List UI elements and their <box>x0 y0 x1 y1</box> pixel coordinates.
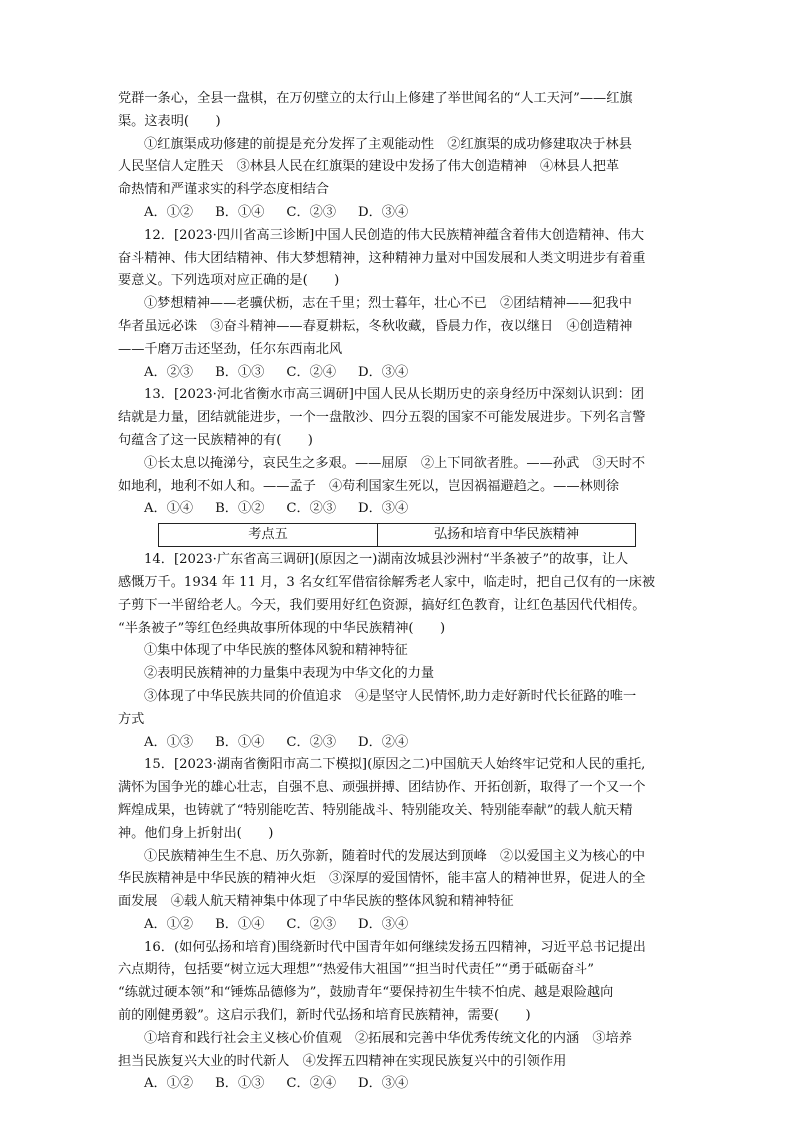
option-b: B．①④ <box>215 734 265 750</box>
option-d: D．③④ <box>358 916 409 932</box>
option-c: C．②④ <box>286 364 337 380</box>
question-13 <box>118 384 678 521</box>
question-stem-line: 神。他们身上折射出( ) <box>118 825 274 841</box>
statement-line: 如地利，地利不如人和。——孟子 ④苟利国家生死以，岂因祸福避趋之。——林则徐 <box>118 478 620 494</box>
statement-line: ①红旗渠成功修建的前提是充分发挥了主观能动性 ②红旗渠的成功修建取决于林县 <box>144 136 632 152</box>
question-14 <box>118 549 678 754</box>
statement-line: 命热情和严谨求实的科学态度相结合 <box>118 182 329 198</box>
option-c: C．②③ <box>286 204 337 220</box>
question-stem-line: 党群一条心，全县一盘棋，在万仞壁立的太行山上修建了举世闻名的“人工天河”——红旗 <box>118 91 633 106</box>
statement-line: 方式 <box>118 711 145 727</box>
answer-options <box>118 498 678 521</box>
question-stem-line: 满怀为国争光的雄心壮志，自强不息、顽强拼搏、团结协作、开拓创新，取得了一个又一个 <box>118 780 646 796</box>
option-d: D．③④ <box>358 364 409 380</box>
question-stem-line: 14．[2023·广东省高三调研](原因之一)湖南汝城县沙洲村“半条被子”的故事，让人 <box>144 552 629 568</box>
question-stem-line: 渠。这表明( ) <box>118 113 221 129</box>
question-12 <box>118 225 678 385</box>
statement-line: ①集中体现了中华民族的整体风貌和精神特征 <box>144 643 408 659</box>
statement-line: ①长太息以掩涕兮，哀民生之多艰。——屈原 ②上下同欲者胜。——孙武 ③天时不 <box>144 455 646 471</box>
question-15 <box>118 754 678 936</box>
option-c: C．②③ <box>286 734 337 750</box>
question-stem-line: 感慨万千。1934 年 11 月，3 名女红军借宿徐解秀老人家中，临走时，把自己仅有的一床被 <box>118 574 656 590</box>
answer-options <box>118 1073 678 1096</box>
question-11 <box>118 88 678 225</box>
option-d: D．③④ <box>358 1076 409 1092</box>
statement-line: 人民坚信人定胜天 ③林县人民在红旗渠的建设中发扬了伟大创造精神 ④林县人把革 <box>118 159 620 175</box>
option-b: B．①③ <box>215 364 265 380</box>
option-a: A．①② <box>144 916 194 932</box>
option-b: B．①③ <box>215 1076 265 1092</box>
answer-options <box>118 914 678 937</box>
option-a: A．①③ <box>144 734 194 750</box>
option-d: D．②④ <box>358 734 409 750</box>
question-stem-line: 13．[2023·河北省衡水市高三调研]中国人民从长期历史的亲身经历中深刻认识到：团 <box>144 387 645 403</box>
section-title: 弘扬和培育中华民族精神 <box>433 527 580 543</box>
option-c: C．②③ <box>286 501 337 517</box>
option-b: B．①④ <box>215 916 265 932</box>
question-stem-line: 结就是力量，团结就能进步，一个一盘散沙、四分五裂的国家不可能发展进步。下列名言警 <box>118 410 646 426</box>
option-c: C．②③ <box>286 916 337 932</box>
answer-options <box>118 732 678 755</box>
section-header <box>158 523 636 547</box>
question-stem-line: “练就过硬本领”和“锤炼品德修为”，鼓励青年“要保持初生牛犊不怕虎、越是艰险越向 <box>118 985 614 1001</box>
option-a: A．②③ <box>144 364 194 380</box>
option-a: A．①② <box>144 1076 194 1092</box>
question-stem-line: 奋斗精神、伟大团结精神、伟大梦想精神，这种精神力量对中国发展和人类文明进步有着重 <box>118 250 646 266</box>
option-a: A．①④ <box>144 501 194 517</box>
statement-line: ①培育和践行社会主义核心价值观 ②拓展和完善中华优秀传统文化的内涵 ③培养 <box>144 1030 632 1046</box>
question-stem-line: 子剪下一半留给老人。今天，我们要用好红色资源，搞好红色教育，让红色基因代代相传。 <box>118 597 646 613</box>
option-c: C．②④ <box>286 1076 337 1092</box>
statement-line: 担当民族复兴大业的时代新人 ④发挥五四精神在实现民族复兴中的引领作用 <box>118 1053 567 1069</box>
option-a: A．①② <box>144 204 194 220</box>
question-stem-line: 辉煌成果，也铸就了“特别能吃苦、特别能战斗、特别能攻关、特别能奉献”的载人航天精 <box>118 802 633 818</box>
statement-line: ②表明民族精神的力量集中表现为中华文化的力量 <box>144 666 435 682</box>
question-stem-line: 前的刚健勇毅”。这启示我们，新时代弘扬和培育民族精神，需要( ) <box>118 1008 531 1024</box>
statement-line: 华者虽远必诛 ③奋斗精神——春夏耕耘，冬秋收藏，昏晨力作，夜以继日 ④创造精神 <box>118 318 633 334</box>
option-d: D．③④ <box>358 204 409 220</box>
statement-line: ①梦想精神——老骥伏枥，志在千里；烈士暮年，壮心不已 ②团结精神——犯我中 <box>144 296 632 312</box>
question-stem-line: 六点期待，包括要“树立远大理想”“热爱伟大祖国”“担当时代责任”“勇于砥砺奋斗” <box>118 962 594 978</box>
section-label: 考点五 <box>159 524 378 546</box>
option-b: B．①② <box>215 501 265 517</box>
question-16 <box>118 937 678 1097</box>
document-page <box>118 88 678 1096</box>
answer-options <box>118 362 678 385</box>
question-stem-line: 句蕴含了这一民族精神的有( ) <box>118 432 313 448</box>
statement-line: ①民族精神生生不息、历久弥新，随着时代的发展达到顶峰 ②以爱国主义为核心的中 <box>144 848 646 864</box>
question-stem-line: 15．[2023·湖南省衡阳市高二下模拟](原因之二)中国航天人始终牢记党和人民的重托, <box>144 757 646 773</box>
statement-line: ——千磨万击还坚劲，任尔东西南北风 <box>118 341 343 357</box>
question-stem-line: “半条被子”等红色经典故事所体现的中华民族精神( ) <box>118 620 446 636</box>
question-stem-line: 16．(如何弘扬和培育)围绕新时代中国青年如何继续发扬五四精神，习近平总书记提出 <box>144 939 646 955</box>
option-d: D．③④ <box>358 501 409 517</box>
question-stem-line: 12．[2023·四川省高三诊断]中国人民创造的伟大民族精神蕴含着伟大创造精神、伟大 <box>144 227 645 243</box>
statement-line: ③体现了中华民族共同的价值追求 ④是坚守人民情怀,助力走好新时代长征路的唯一 <box>144 688 637 704</box>
question-stem-line: 要意义。下列选项对应正确的是( ) <box>118 273 340 289</box>
option-b: B．①④ <box>215 204 265 220</box>
statement-line: 面发展 ④载人航天精神集中体现了中华民族的整体风貌和精神特征 <box>118 894 514 910</box>
statement-line: 华民族精神是中华民族的精神火炬 ③深厚的爱国情怀，能丰富人的精神世界，促进人的全 <box>118 871 646 887</box>
answer-options <box>118 202 678 225</box>
